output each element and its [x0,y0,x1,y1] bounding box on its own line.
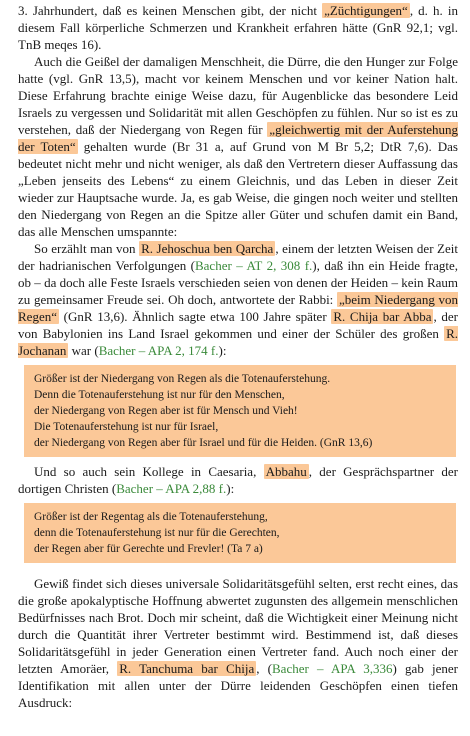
quote-block-1 [24,365,456,457]
text: , d. h. in diesem Fall körperliche Schmerzen und Krankheit erfahren hätte (GnR 92,1; vgl. TnB meqes 16). [18,3,458,52]
highlight: „gleichwertig mit der Auferstehung der Toten“ [18,122,458,154]
text: Und so auch sein Kollege in Caesaria, [34,464,264,479]
text: ): [218,343,227,358]
text: (GnR 13,6). Ähnlich sagte etwa 100 Jahre später [58,309,332,324]
quote-line: Größer ist der Regentag als die Totenauferstehung, [34,511,268,523]
reference: Bacher – APA 2,88 f. [116,481,227,496]
highlight-name: R. Tanchuma bar Chija [119,661,255,676]
text: ) gab jener Identifikation mit allen unter der Dürre leidenden Geschöpfen einen tiefen Ausdruck: [18,661,458,710]
text: war ( [68,343,99,358]
text: Gewiß findet sich dieses universale Solidaritätsgefühl selten, erst recht eines, das die große apokalyptische Hoffnung abwertet zugunsten des allgemein menschlichen Bedürfnisses nach Brot. Doch mir scheint, daß die Wichtigkeit einer Meinung nicht durch die Quantität ihrer Vertreter bestimmt wird. Bestimmend ist, daß dieses Solidaritätsgefühl in jeder Generation einen Vertreter fand. Auch noch einer der letzten Amoräer, [18,576,458,676]
paragraph-3 [18,240,458,359]
text: , ( [256,661,273,676]
reference: Bacher – APA 3,336 [272,661,393,676]
paragraph-1 [18,2,458,53]
quote-line: Größer ist der Niedergang von Regen als die Totenauferstehung. [34,373,331,385]
text: 3. Jahrhundert, daß es keinen Menschen gibt, der nicht [18,3,323,18]
quote-line: Die Totenauferstehung ist nur für Israel, [34,421,219,433]
reference: Bacher – APA 2, 174 f. [98,343,219,358]
text: , der von Babylonien ins Land Israel gekommen und einer der Schüler des großen [18,309,458,341]
paragraph-2 [18,53,458,240]
text: Auch die Geißel der damaligen Menschheit, die Dürre, die den Hunger zur Folge hatte (vgl. GnR 13,5), macht vor keinem Menschen und vor keiner Nation halt. Diese Erfahrung brachte einige Weise dazu, für Augenblicke das besondere Leid Israels zu vergessen und Solidarität mit allen Geschöpfen zu fühlen. Nur so ist es zu verstehen, daß der Niedergang von Regen für [18,54,458,137]
text: gehalten wurde (Br 31 a, auf Grund von M Br 5,2; DtR 7,6). Das bedeutet nicht mehr und nicht weniger, als daß den Vertretern dieser Auffassung das „Leben jenseits des Lebens“ zu einem Gleichnis, und das Leben in dieser Zeit wieder zur Hauptsache wurde. Ja, es gab Weise, die gingen noch weiter und stellten den Niedergang von Regen an die Spitze aller Güter und schufen damit ein Band, das alle Menschen umspannte: [18,139,458,239]
text: ): [226,481,235,496]
highlight-name: Abbahu [265,464,307,479]
paragraph-4 [18,463,458,497]
quote-line: der Niedergang von Regen aber für Israel und für die Heiden. (GnR 13,6) [34,437,373,449]
text: So erzählt man von [34,241,140,256]
quote-line: denn die Totenauferstehung ist nur für die Gerechten, [34,527,280,539]
highlight-name: R. Jehoschua ben Qarcha [141,241,274,256]
reference: Bacher – AT 2, 308 f. [194,258,313,273]
paragraph-5 [18,575,458,711]
quote-block-2 [24,503,456,563]
text: , einem der letzten Weisen der Zeit der hadrianischen Verfolgungen ( [18,241,458,273]
highlight-quote: „beim Niedergang von Regen“ [18,292,459,324]
highlight-name: R. Jochanan [18,326,458,358]
text: ), daß ihn ein Heide fragte, ob – da doch alle Feste Israels verschieden seien von denen der Heiden – kein Raum zu gemeinsamer Freude sei. Oh doch, antwortete der Rabbi: [18,258,458,307]
highlight: „Züchtigungen“ [324,3,408,18]
quote-line: der Niedergang von Regen aber ist für Mensch und Vieh! [34,405,298,417]
text: , der Gesprächspartner der dortigen Christen ( [18,464,459,496]
quote-line: der Regen aber für Gerechte und Frevler! (Ta 7 a) [34,543,263,555]
quote-line: Denn die Totenauferstehung ist nur für den Menschen, [34,389,285,401]
highlight-name: R. Chija bar Abba [333,309,432,324]
